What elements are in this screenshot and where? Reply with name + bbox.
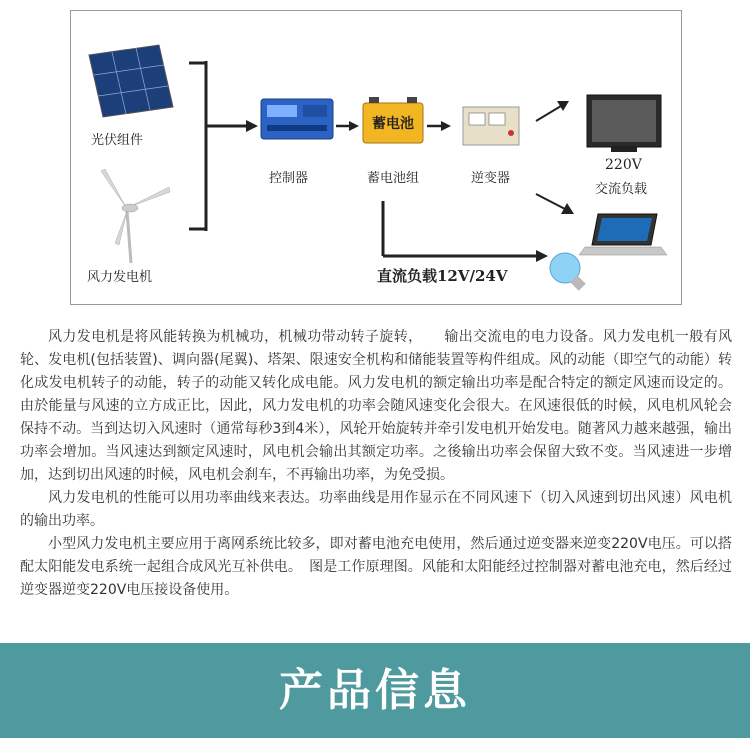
label-dc-load: 直流负载12V/24V (377, 267, 508, 285)
label-battery-bank: 蓄电池组 (367, 171, 420, 186)
laptop-icon (579, 214, 667, 255)
description-text (20, 326, 732, 602)
wind-turbine-icon (101, 169, 170, 263)
label-ac-voltage: 220V (605, 157, 642, 173)
label-battery-face: 蓄电池 (372, 116, 414, 132)
paragraph-1: 风力发电机是将风能转换为机械功，机械功带动转子旋转， 输出交流电的电力设备。风力发电机一般有风轮、发电机(包括装置)、调向器(尾翼)、塔架、限速安全机构和储能装置等构件组成。风的动能（即空气的动能）转化成发电机转子的动能，转子的动能又转化成电能。风力发电机的额定输出功率是配合特定的额定风速而设定的。由於能量与风速的立方成正比，因此，风力发电机的功率会随风速变化会很大。在风速很低的时候，风电机风轮会保持不动。当到达切入风速时（通常每秒3到4米），风轮开始旋转并牵引发电机开始发电。随著风力越来越强，输出功率会增加。当风速达到额定风速时，风电机会输出其额定功率。之後输出功率会保留大致不变。当风速进一步增加，达到切出风速的时候，风电机会刹车，不再输出功率，为免受损。 (20, 329, 732, 483)
diagram-graphics (71, 11, 683, 306)
label-ac-load: 交流负载 (595, 182, 648, 197)
label-wind: 风力发电机 (87, 270, 153, 285)
controller-icon (261, 99, 333, 139)
product-info-banner (0, 643, 750, 738)
inverter-icon (463, 107, 519, 145)
light-bulb-icon (550, 253, 586, 291)
solar-panel-icon (89, 45, 173, 117)
paragraph-3: 小型风力发电机主要应用于离网系统比较多，即对蓄电池充电使用，然后通过逆变器来逆变220V电压。可以搭配太阳能发电系统一起组合成风光互补供电。 图是工作原理图。风能和太阳能经过控制器对蓄电池充电，然后经过逆变器逆变220V电压接设备使用。 (20, 536, 732, 598)
banner-title: 产品信息 (279, 665, 471, 716)
tv-icon (587, 95, 661, 152)
label-solar: 光伏组件 (91, 133, 144, 148)
paragraph-2: 风力发电机的性能可以用功率曲线来表达。功率曲线是用作显示在不同风速下（切入风速到切出风速）风电机的输出功率。 (20, 490, 732, 529)
label-inverter: 逆变器 (471, 171, 511, 186)
label-controller: 控制器 (269, 171, 309, 186)
working-principle-diagram (70, 10, 682, 305)
